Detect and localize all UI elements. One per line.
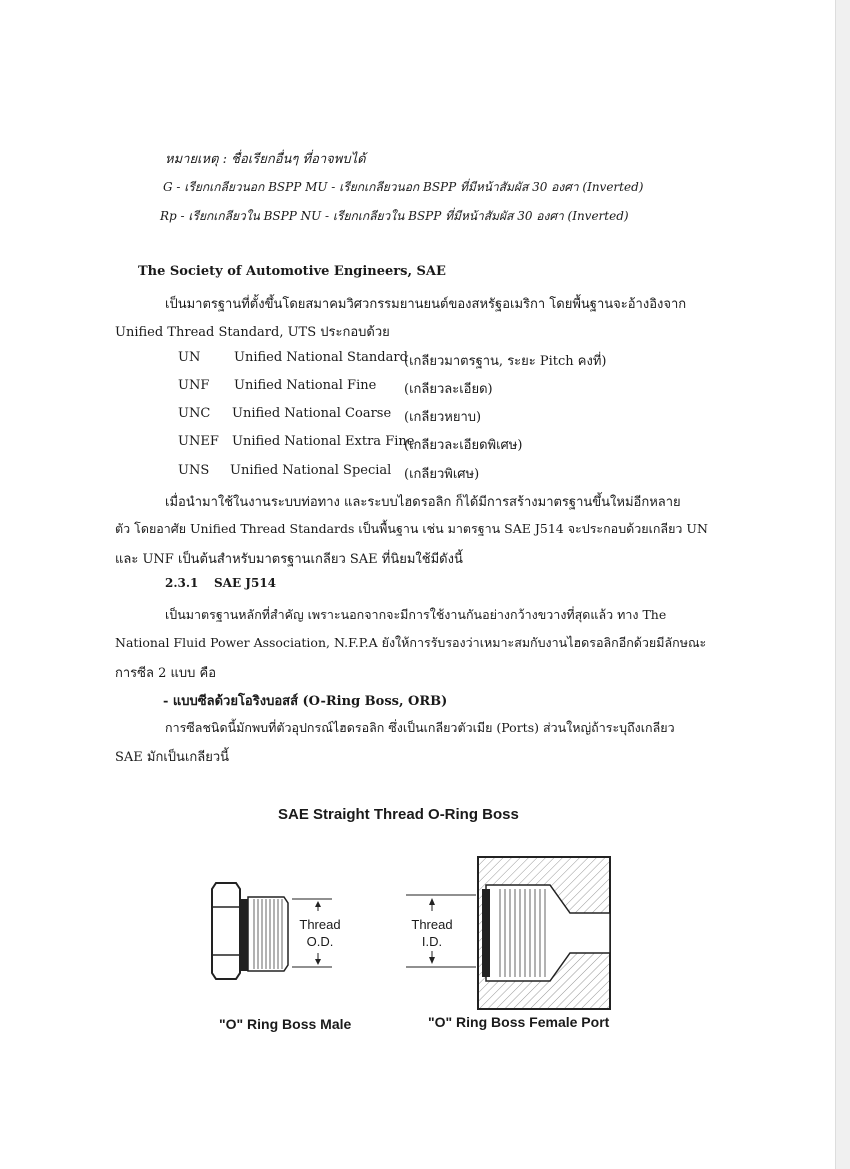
item-name: Unified National Extra Fine [232,434,415,449]
scan-edge [835,0,850,1169]
section-line-1: เป็นมาตรฐานหลักที่สำคัญ เพราะนอกจากจะมีการใช้งานกันอย่างกว้างขวางที่สุดแล้ว ทาง The [165,607,667,622]
note-line-2: Rp - เรียกเกลียวใน BSPP NU - เรียกเกลียวใน BSPP ที่มีหน้าสัมผัส 30 องศา (Inverted) [160,209,629,223]
item-name: Unified National Special [230,463,392,478]
item-code: UNC [178,406,211,421]
note-line-1: G - เรียกเกลียวนอก BSPP MU - เรียกเกลียวนอก BSPP ที่มีหน้าสัมผัส 30 องศา (Inverted) [163,180,644,194]
item-code: UNS [178,463,210,478]
male-caption: "O" Ring Boss Male [219,1016,352,1032]
thread-od-label: Thread O.D. [299,917,341,949]
item-desc: (เกลียวพิเศษ) [404,467,480,482]
sae-intro-1: เป็นมาตรฐานที่ตั้งขึ้นโดยสมาคมวิศวกรรมยานยนต์ของสหรัฐอเมริกา โดยพื้นฐานจะอ้างอิงจาก [165,297,687,312]
item-code: UNEF [178,434,219,449]
item-desc: (เกลียวละเอียดพิเศษ) [404,438,523,453]
item-desc: (เกลียวหยาบ) [404,410,482,425]
thread-id-label: Thread I.D. [411,917,453,949]
female-caption: "O" Ring Boss Female Port [428,1014,610,1030]
item-name: Unified National Coarse [232,406,392,421]
sae-intro-2: Unified Thread Standard, UTS ประกอบด้วย [115,325,390,340]
para-line-1: เมื่อนำมาใช้ในงานระบบท่อทาง และระบบไฮดรอลิก ก็ได้มีการสร้างมาตรฐานขึ้นใหม่อีกหลาย [165,495,681,510]
section-number: 2.3.1 [165,576,199,590]
section-title: SAE J514 [214,576,277,590]
section-line-3: การซีล 2 แบบ คือ [115,666,216,681]
para-line-2: ตัว โดยอาศัย Unified Thread Standards เป็นพื้นฐาน เช่น มาตรฐาน SAE J514 จะประกอบด้วยเกลียว UN [115,521,708,536]
note-title: หมายเหตุ : ชื่อเรียกอื่นๆ ที่อาจพบได้ [165,152,366,167]
item-desc: (เกลียวมาตรฐาน, ระยะ Pitch คงที่) [404,354,607,369]
item-desc: (เกลียวละเอียด) [404,382,493,397]
item-name: Unified National Fine [234,378,377,393]
section-line-4: การซีลชนิดนี้มักพบที่ตัวอุปกรณ์ไฮดรอลิก ซึ่งเป็นเกลียวตัวเมีย (Ports) ส่วนใหญ่ถ้าระบุถึงเกลียว [165,720,675,735]
item-code: UNF [178,378,210,393]
item-name: Unified National Standard [234,350,408,365]
figure-title: SAE Straight Thread O-Ring Boss [278,806,519,823]
para-line-3: และ UNF เป็นต้นสำหรับมาตรฐานเกลียว SAE ที่นิยมใช้มีดังนี้ [115,552,463,567]
sae-heading: The Society of Automotive Engineers, SAE [138,264,446,279]
section-line-5: SAE มักเป็นเกลียวนี้ [115,750,230,765]
bullet-orb: - แบบซีลด้วยโอริงบอสส์ (O-Ring Boss, ORB) [163,694,448,709]
section-line-2: National Fluid Power Association, N.F.P.A ยังให้การรับรองว่าเหมาะสมกับงานไฮดรอลิกอีกด้วยมีลักษณะ [115,635,707,650]
item-code: UN [178,350,201,365]
